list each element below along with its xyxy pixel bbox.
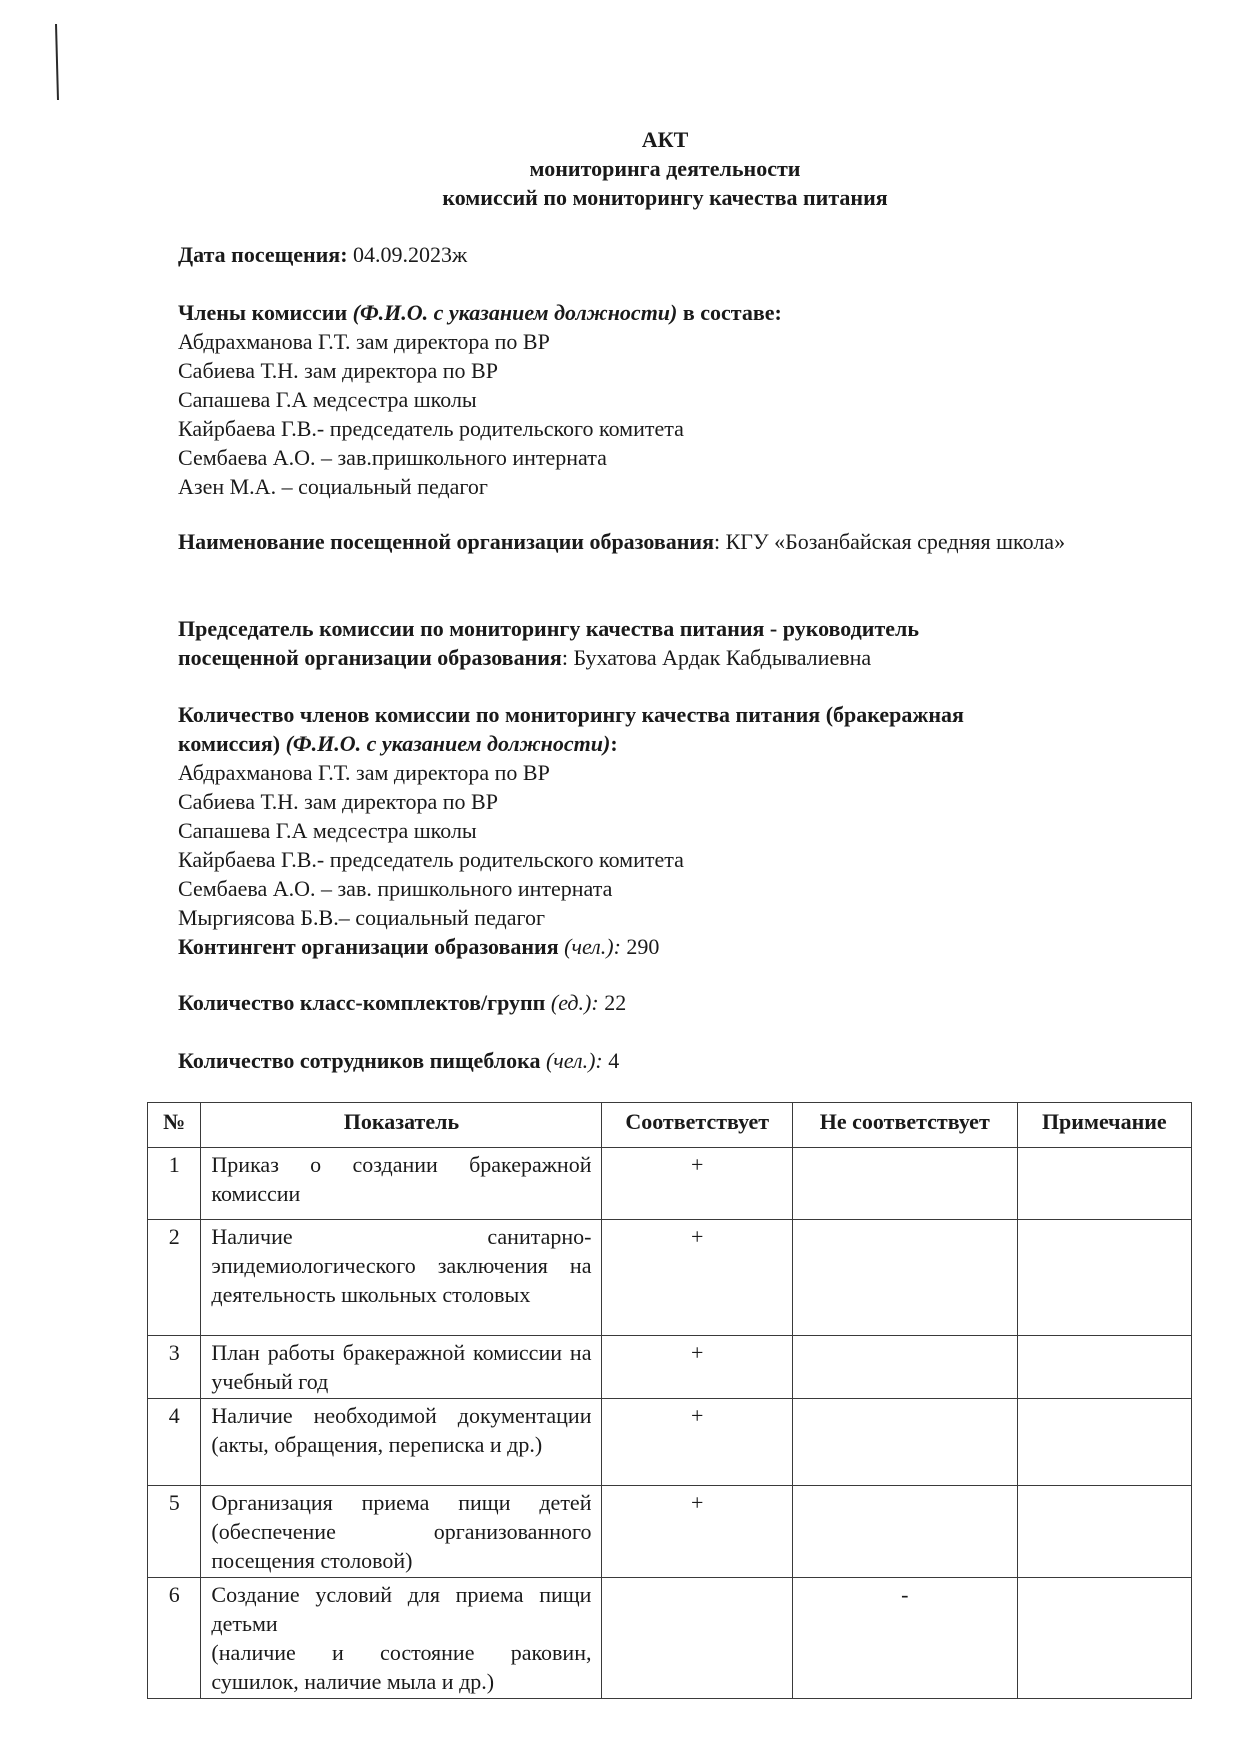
row-note bbox=[1017, 1399, 1191, 1486]
table-row bbox=[148, 1336, 1192, 1399]
col-header-indicator: Показатель bbox=[201, 1103, 602, 1148]
table-row bbox=[148, 1148, 1192, 1220]
member-item: Сапашева Г.А медсестра школы bbox=[178, 387, 477, 412]
organization-value: : КГУ «Бозанбайская средняя школа» bbox=[713, 529, 1066, 554]
table-row bbox=[148, 1220, 1192, 1336]
contingent-value: 290 bbox=[620, 934, 660, 959]
col-header-note: Примечание bbox=[1017, 1103, 1191, 1148]
row-note bbox=[1017, 1578, 1191, 1699]
organization-label: Наименование посещенной организации образования bbox=[178, 529, 714, 554]
row-number: 5 bbox=[148, 1486, 201, 1578]
commission-member-item: Мыргиясова Б.В.– социальный педагог bbox=[178, 905, 546, 930]
row-nomatch bbox=[792, 1486, 1017, 1578]
member-item: Кайрбаева Г.В.- председатель родительского комитета bbox=[178, 416, 684, 441]
chair-value: : Бухатова Ардак Кабдывалиевна bbox=[561, 645, 872, 670]
row-nomatch bbox=[792, 1220, 1017, 1336]
commission-label-line2: комиссия) (Ф.И.О. с указанием должности): bbox=[178, 731, 618, 756]
classes-line bbox=[178, 988, 1152, 1017]
chair-label-line1: Председатель комиссии по мониторингу качества питания - руководитель bbox=[178, 616, 919, 641]
table-row bbox=[148, 1578, 1192, 1699]
commission-section bbox=[178, 700, 1152, 961]
row-match: + bbox=[602, 1336, 792, 1399]
row-number: 1 bbox=[148, 1148, 201, 1220]
row-nomatch bbox=[792, 1336, 1017, 1399]
row-note bbox=[1017, 1486, 1191, 1578]
col-header-match: Соответствует bbox=[602, 1103, 792, 1148]
member-item: Сабиева Т.Н. зам директора по ВР bbox=[178, 358, 498, 383]
members-heading: Члены комиссии (Ф.И.О. с указанием должности) в составе: bbox=[178, 300, 782, 325]
member-item: Абдрахманова Г.Т. зам директора по ВР bbox=[178, 329, 550, 354]
organization-name bbox=[178, 527, 1152, 556]
visit-date-label: Дата посещения: bbox=[178, 242, 348, 267]
contingent-unit: (чел.): bbox=[558, 934, 621, 959]
visit-date-value: 04.09.2023ж bbox=[347, 242, 468, 267]
commission-member-item: Сабиева Т.Н. зам директора по ВР bbox=[178, 789, 498, 814]
row-indicator: Приказ о создании бракеражной комиссии bbox=[201, 1148, 602, 1220]
visit-date bbox=[178, 240, 1152, 269]
commission-member-item: Сапашева Г.А медсестра школы bbox=[178, 818, 477, 843]
row-match: + bbox=[602, 1148, 792, 1220]
contingent-label: Контингент организации образования bbox=[178, 934, 559, 959]
classes-unit: (ед.): bbox=[545, 990, 599, 1015]
row-match: + bbox=[602, 1220, 792, 1336]
commission-label-line1: Количество членов комиссии по мониторингу качества питания (бракеражная bbox=[178, 702, 964, 727]
document-title: АКТ bbox=[641, 127, 689, 152]
commission-member-item: Кайрбаева Г.В.- председатель родительского комитета bbox=[178, 847, 684, 872]
classes-value: 22 bbox=[598, 990, 627, 1015]
row-nomatch bbox=[792, 1399, 1017, 1486]
row-note bbox=[1017, 1220, 1191, 1336]
chair-section bbox=[178, 614, 1152, 672]
chair-label-line2: посещенной организации образования bbox=[178, 645, 562, 670]
member-item: Азен М.А. – социальный педагог bbox=[178, 474, 488, 499]
row-nomatch: - bbox=[792, 1578, 1017, 1699]
table-row bbox=[148, 1486, 1192, 1578]
member-item: Сембаева А.О. – зав.пришкольного интерната bbox=[178, 445, 607, 470]
scan-artifact-line bbox=[55, 24, 59, 100]
row-number: 3 bbox=[148, 1336, 201, 1399]
members-section bbox=[178, 298, 1152, 501]
row-match: + bbox=[602, 1399, 792, 1486]
kitchen-staff-unit: (чел.): bbox=[540, 1048, 603, 1073]
commission-member-item: Сембаева А.О. – зав. пришкольного интерната bbox=[178, 876, 613, 901]
row-indicator: План работы бракеражной комиссии на учебный год bbox=[201, 1336, 602, 1399]
contingent-line bbox=[178, 932, 1152, 961]
row-note bbox=[1017, 1336, 1191, 1399]
row-number: 2 bbox=[148, 1220, 201, 1336]
table-row bbox=[148, 1399, 1192, 1486]
row-indicator: Наличие необходимой документации (акты, обращения, переписка и др.) bbox=[201, 1399, 602, 1486]
col-header-nomatch: Не соответствует bbox=[792, 1103, 1017, 1148]
row-indicator: Создание условий для приема пищи детьми (наличие и состояние раковин, сушилок, наличие мыла и др.) bbox=[201, 1578, 602, 1699]
row-match bbox=[602, 1578, 792, 1699]
kitchen-staff-label: Количество сотрудников пищеблока bbox=[178, 1048, 541, 1073]
row-number: 6 bbox=[148, 1578, 201, 1699]
table-header-row bbox=[148, 1103, 1192, 1148]
row-nomatch bbox=[792, 1148, 1017, 1220]
row-number: 4 bbox=[148, 1399, 201, 1486]
row-indicator: Организация приема пищи детей (обеспечение организованного посещения столовой) bbox=[201, 1486, 602, 1578]
row-note bbox=[1017, 1148, 1191, 1220]
document-title-block bbox=[178, 125, 1152, 212]
commission-member-item: Абдрахманова Г.Т. зам директора по ВР bbox=[178, 760, 550, 785]
classes-label: Количество класс-комплектов/групп bbox=[178, 990, 546, 1015]
document-subtitle-2: комиссий по мониторингу качества питания bbox=[442, 185, 888, 210]
kitchen-staff-value: 4 bbox=[602, 1048, 620, 1073]
row-match: + bbox=[602, 1486, 792, 1578]
row-indicator: Наличие санитарно-эпидемиологического заключения на деятельность школьных столовых bbox=[201, 1220, 602, 1336]
col-header-number: № bbox=[148, 1103, 201, 1148]
kitchen-staff-line bbox=[178, 1046, 1152, 1075]
document-subtitle-1: мониторинга деятельности bbox=[529, 156, 801, 181]
indicators-table bbox=[147, 1102, 1192, 1699]
